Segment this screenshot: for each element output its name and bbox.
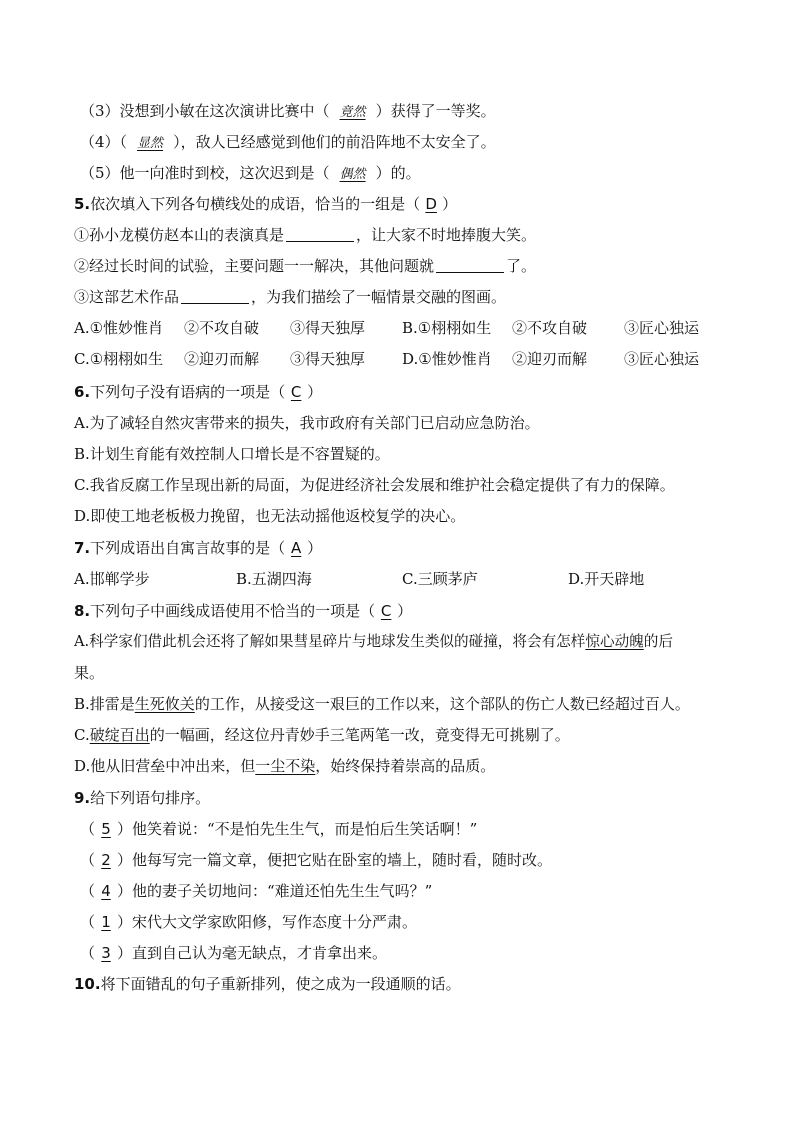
q5-stem: 5.依次填入下列各句横线处的成语，恰当的一组是（ D ）	[74, 189, 754, 219]
q6-option-b: B.计划生育能有效控制人口增长是不容置疑的。	[74, 445, 390, 463]
q4-item-4: （4）（ 显然 ），敌人已经感觉到他们的前沿阵地不太安全了。	[80, 127, 754, 157]
q5-option-d-2: ②迎刃而解	[512, 350, 588, 368]
q6-option-a: A.为了减轻自然灾害带来的损失，我市政府有关部门已启动应急防治。	[74, 414, 540, 432]
q7-option-d: D.开天辟地	[568, 570, 645, 588]
q5-option-b-3: ③匠心独运	[624, 319, 700, 337]
underlined-idiom: 生死攸关	[134, 695, 195, 713]
q5-answer: D	[425, 195, 437, 213]
q5-option-b-1: B.①栩栩如生	[402, 319, 492, 337]
q6-answer: C	[290, 383, 302, 401]
fill-blank	[286, 225, 354, 242]
q8-option-c: C.破绽百出的一幅画，经这位丹青妙手三笔两笔一改，竟变得无可挑剔了。	[74, 726, 570, 744]
q7-option-c: C.三顾茅庐	[402, 570, 478, 588]
q8-stem: 8.下列句子中画线成语使用不恰当的一项是（ C ）	[74, 596, 754, 626]
fill-blank	[181, 287, 249, 304]
q6-stem: 6.下列句子没有语病的一项是（ C ）	[74, 377, 754, 407]
q5-option-c-2: ②迎刃而解	[184, 350, 260, 368]
q9-item: （ 3 ）直到自己认为毫无缺点，才肯拿出来。	[80, 938, 754, 968]
q5-options-ab	[74, 313, 754, 343]
q5-sentence-1: ①孙小龙模仿赵本山的表演真是 ，让大家不时地捧腹大笑。	[74, 226, 537, 244]
q5-option-d-3: ③匠心独运	[624, 350, 700, 368]
q4-item-5: （5）他一向准时到校，这次迟到是（ 偶然 ）的。	[80, 158, 754, 188]
q5-option-c-3: ③得天独厚	[290, 350, 366, 368]
q5-option-d-1: D.①惟妙惟肖	[402, 350, 492, 368]
q5-option-c-1: C.①栩栩如生	[74, 350, 164, 368]
answer-4: 显然	[137, 136, 164, 151]
q9-item: （ 5 ）他笑着说：“不是怕先生生气，而是怕后生笑话啊！”	[80, 814, 754, 844]
q5-sentence-2: ②经过长时间的试验，主要问题一一解决，其他问题就 了。	[74, 257, 537, 275]
q8-option-d: D.他从旧营垒中冲出来，但一尘不染，始终保持着崇高的品质。	[74, 757, 496, 775]
q7-option-b: B.五湖四海	[236, 570, 312, 588]
q7-stem: 7.下列成语出自寓言故事的是（ A ）	[74, 533, 754, 563]
q6-option-c: C.我省反腐工作呈现出新的局面，为促进经济社会发展和维护社会稳定提供了有力的保障。	[74, 476, 675, 494]
q7-option-a: A.邯郸学步	[74, 570, 150, 588]
q10-stem: 10.将下面错乱的句子重新排列，使之成为一段通顺的话。	[74, 975, 461, 993]
q9-stem: 9.给下列语句排序。	[74, 789, 211, 807]
q9-item: （ 1 ）宋代大文学家欧阳修，写作态度十分严肃。	[80, 907, 754, 937]
q9-order-number: 1	[101, 913, 111, 931]
q5-option-a-2: ②不攻自破	[184, 319, 260, 337]
q9-item: （ 2 ）他每写完一篇文章，便把它贴在卧室的墙上，随时看，随时改。	[80, 845, 754, 875]
q5-options-cd	[74, 344, 754, 374]
q8-option-a: A.科学家们借此机会还将了解如果彗星碎片与地球发生类似的碰撞，将会有怎样惊心动魄的后	[74, 633, 673, 650]
underlined-idiom: 破绽百出	[89, 726, 150, 744]
q8-option-a-cont: 果。	[74, 664, 105, 682]
q5-option-a-1: A.①惟妙惟肖	[74, 319, 164, 337]
answer-3: 竟然	[339, 105, 366, 120]
q5-option-b-2: ②不攻自破	[512, 319, 588, 337]
q4-item-3: （3）没想到小敏在这次演讲比赛中（ 竟然 ）获得了一等奖。	[80, 96, 754, 126]
q9-order-number: 5	[101, 820, 111, 838]
q8-option-b: B.排雷是生死攸关的工作，从接受这一艰巨的工作以来，这个部队的伤亡人数已经超过百人。	[74, 695, 690, 713]
q5-sentence-3: ③这部艺术作品 ，为我们描绘了一幅情景交融的图画。	[74, 288, 507, 306]
q9-order-number: 2	[101, 851, 111, 869]
underlined-idiom: 一尘不染	[255, 757, 316, 775]
q9-order-number: 4	[101, 882, 111, 900]
q9-item: （ 4 ）他的妻子关切地问：“难道还怕先生生气吗？”	[80, 876, 754, 906]
q5-option-a-3: ③得天独厚	[290, 319, 366, 337]
q6-option-d: D.即使工地老板极力挽留，也无法动摇他返校复学的决心。	[74, 507, 466, 525]
q8-answer: C	[380, 602, 392, 620]
q9-order-number: 3	[101, 944, 111, 962]
fill-blank	[436, 256, 504, 273]
q7-answer: A	[291, 539, 302, 557]
q7-options	[74, 564, 754, 594]
underlined-idiom: 惊心动魄	[585, 633, 644, 650]
answer-5: 偶然	[339, 167, 366, 182]
